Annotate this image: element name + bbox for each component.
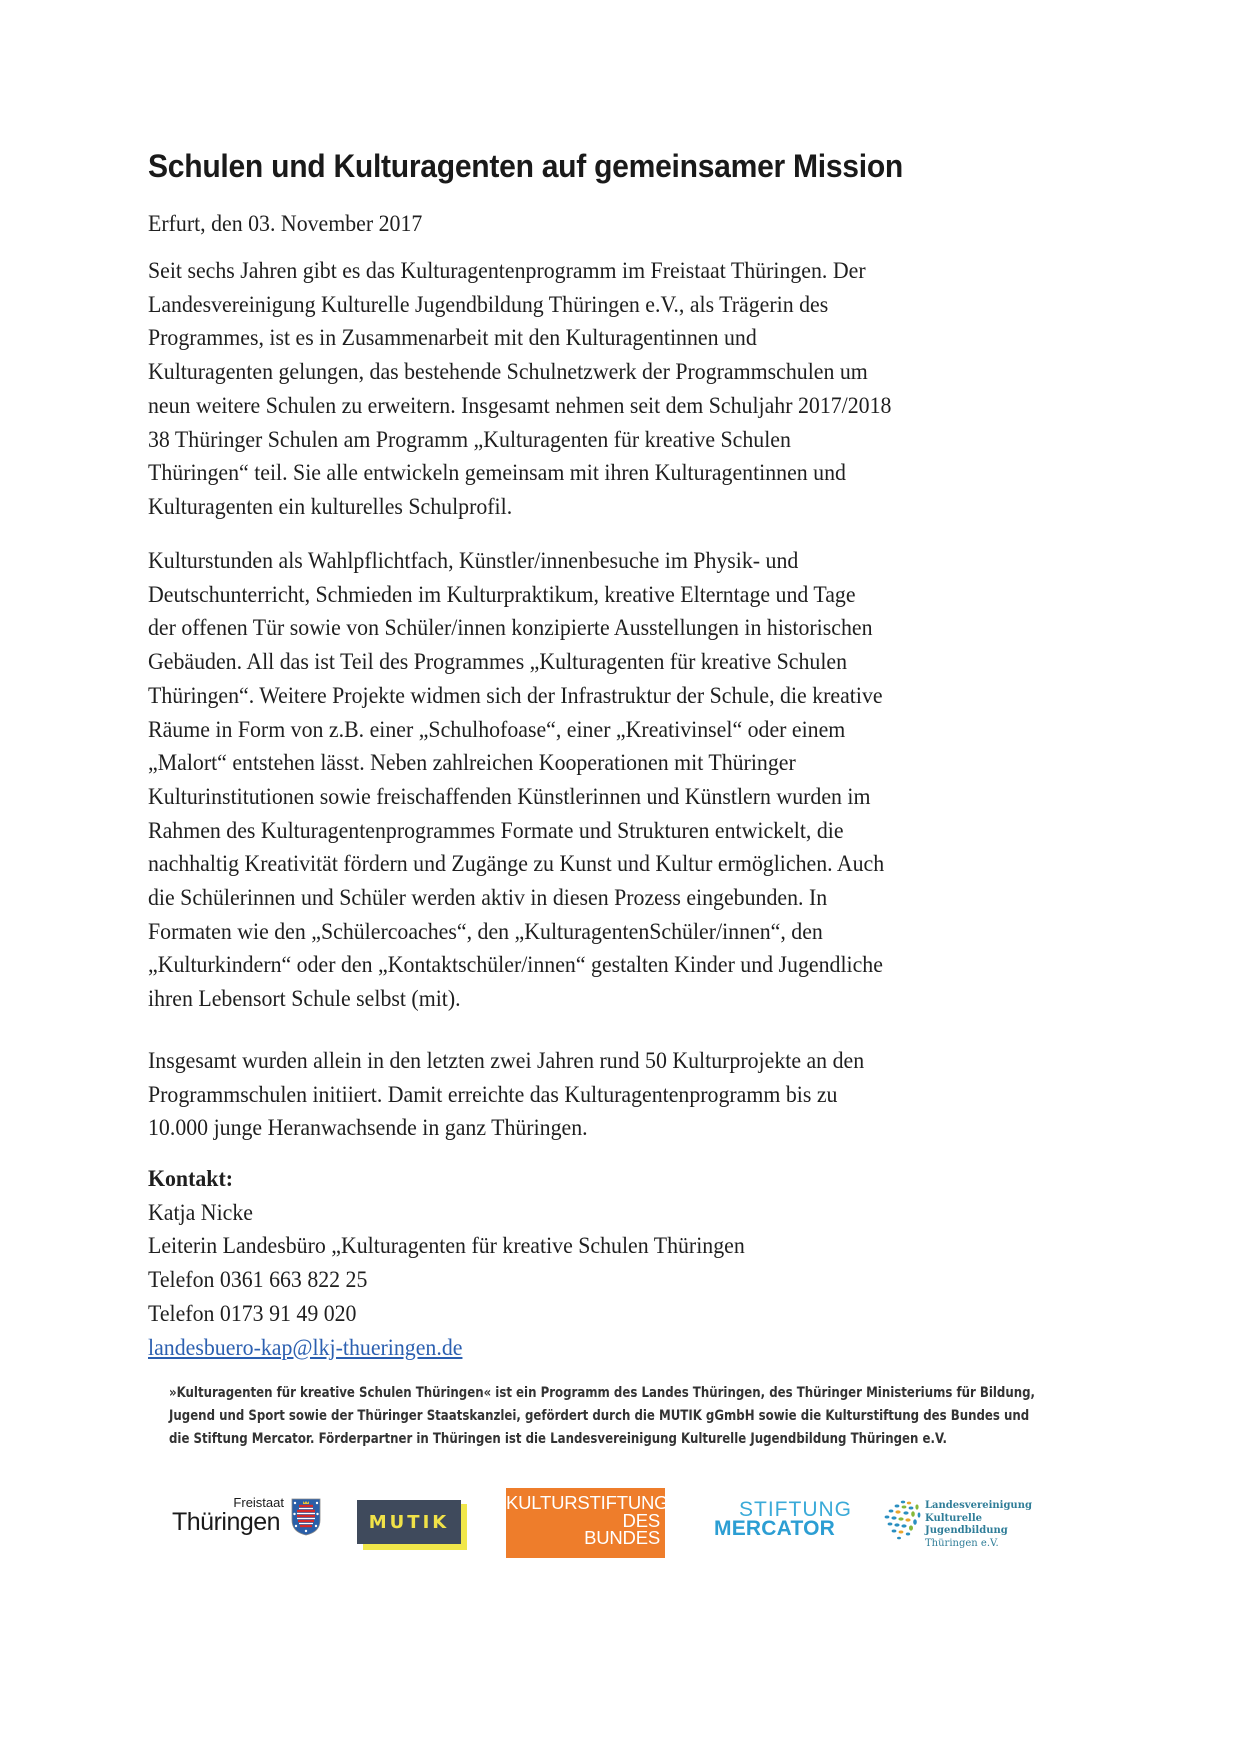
date-text: Erfurt, den 03. November 2017 xyxy=(148,211,423,237)
text-line: Gebäuden. All das ist Teil des Programmes „Kulturagenten für kreative Schulen xyxy=(148,649,848,676)
contact-name: Katja Nicke xyxy=(148,1199,253,1226)
logo-mercator-line1: STIFTUNG xyxy=(739,1498,852,1521)
logo-thueringen-big: Thüringen xyxy=(172,1508,281,1536)
contact-email-link[interactable]: landesbuero-kap@lkj-thueringen.de xyxy=(148,1334,463,1361)
paragraph-activities xyxy=(148,545,1108,1017)
logo-mutik xyxy=(357,1500,465,1548)
text-line: Programmschulen initiiert. Damit erreichte das Kulturagentenprogramm bis zu xyxy=(148,1081,838,1108)
text-line: ihren Lebensort Schule selbst (mit). xyxy=(148,986,461,1013)
text-line: Landesvereinigung Kulturelle Jugendbildung Thüringen e.V., als Trägerin des xyxy=(148,291,829,318)
logo-ksb-line: BUNDES xyxy=(584,1527,660,1548)
text-line: Programmes, ist es in Zusammenarbeit mit den Kulturagentinnen und xyxy=(148,325,757,352)
text-line: die Schülerinnen und Schüler werden aktiv in diesen Prozess eingebunden. In xyxy=(148,885,828,912)
contact-block xyxy=(148,1163,790,1365)
logo-mercator-line2: MERCATOR xyxy=(714,1517,835,1540)
text-line: Räume in Form von z.B. einer „Schulhofoase“, einer „Kreativinsel“ oder einem xyxy=(148,716,846,743)
text-line: 38 Thüringer Schulen am Programm „Kulturagenten für kreative Schulen xyxy=(148,426,791,453)
contact-role: Leiterin Landesbüro „Kulturagenten für kreative Schulen Thüringen xyxy=(148,1233,745,1260)
text-line: nachhaltig Kreativität fördern und Zugänge zu Kunst und Kultur ermöglichen. Auch xyxy=(148,851,885,878)
text-line: Kulturstunden als Wahlpflichtfach, Künstler/innenbesuche im Physik- und xyxy=(148,548,799,574)
logo-lkj-thueringen xyxy=(883,1498,1063,1549)
text-line: „Kulturkindern“ oder den „Kontaktschüler/innen“ gestalten Kinder und Jugendliche xyxy=(148,952,883,979)
logo-freistaat-thueringen xyxy=(170,1492,320,1542)
logo-thueringen-small: Freistaat xyxy=(233,1495,284,1510)
text-line: Formaten wie den „Schülercoaches“, den „KulturagentenSchüler/innen“, den xyxy=(148,918,823,945)
partner-logos xyxy=(0,1480,1240,1590)
text-line: Rahmen des Kulturagentenprogrammes Formate und Strukturen entwickelt, die xyxy=(148,817,844,844)
funding-note xyxy=(169,1382,1069,1451)
logo-kulturstiftung-des-bundes xyxy=(506,1488,669,1558)
funding-note-line: Jugend und Sport sowie der Thüringer Staatskanzlei, gefördert durch die MUTIK gGmbH sowie die Kulturstiftung des Bundes und xyxy=(169,1408,1030,1424)
logo-ksb-line: DES xyxy=(622,1509,660,1531)
text-line: Deutschunterricht, Schmieden im Kulturpraktikum, kreative Elterntage und Tage xyxy=(148,581,856,608)
funding-note-line: »Kulturagenten für kreative Schulen Thüringen« ist ein Programm des Landes Thüringen, des Thüringer Ministeriums für Bildung, xyxy=(169,1385,1036,1401)
coat-of-arms-icon xyxy=(291,1498,321,1536)
logo-mutik-label: MUTIK xyxy=(357,1500,461,1544)
contact-phone-2: Telefon 0173 91 49 020 xyxy=(148,1300,357,1327)
funding-note-line: die Stiftung Mercator. Förderpartner in Thüringen ist die Landesvereinigung Kulturelle Jugendbildung Thüringen e.V. xyxy=(169,1431,948,1447)
paragraph-summary xyxy=(148,1045,1108,1146)
text-line: „Malort“ entstehen lässt. Neben zahlreichen Kooperationen mit Thüringer xyxy=(148,750,796,777)
document-date xyxy=(148,208,443,242)
logo-lkj-line1: Landesvereinigung xyxy=(925,1500,1032,1511)
text-line: Kulturagenten ein kulturelles Schulprofil. xyxy=(148,493,513,520)
logo-ksb-line: KULTURSTIFTUNG xyxy=(506,1492,669,1513)
text-line: Thüringen“ teil. Sie alle entwickeln gemeinsam mit ihren Kulturagentinnen und xyxy=(148,460,846,487)
logo-stiftung-mercator xyxy=(714,1498,854,1544)
paragraph-intro xyxy=(148,255,1108,525)
text-line: Insgesamt wurden allein in den letzten zwei Jahren rund 50 Kulturprojekte an den xyxy=(148,1048,865,1074)
text-line: der offenen Tür sowie von Schüler/innen konzipierte Ausstellungen in historischen xyxy=(148,615,873,642)
document-title: Schulen und Kulturagenten auf gemeinsamer Mission xyxy=(148,148,904,184)
text-line: Seit sechs Jahren gibt es das Kulturagentenprogramm im Freistaat Thüringen. Der xyxy=(148,258,866,284)
lkj-mosaic-icon xyxy=(883,1498,923,1542)
contact-heading: Kontakt: xyxy=(148,1166,234,1192)
logo-lkj-line2: Kulturelle Jugendbildung xyxy=(925,1512,1008,1536)
logo-lkj-line3: Thüringen e.V. xyxy=(925,1537,999,1549)
contact-phone-1: Telefon 0361 663 822 25 xyxy=(148,1267,368,1294)
text-line: Kulturinstitutionen sowie freischaffenden Künstlerinnen und Künstlern wurden im xyxy=(148,783,871,810)
text-line: 10.000 junge Heranwachsende in ganz Thüringen. xyxy=(148,1115,588,1142)
text-line: Kulturagenten gelungen, das bestehende Schulnetzwerk der Programmschulen um xyxy=(148,359,868,386)
text-line: Thüringen“. Weitere Projekte widmen sich der Infrastruktur der Schule, die kreative xyxy=(148,682,883,709)
logo-lkj-text xyxy=(925,1500,1063,1550)
text-line: neun weitere Schulen zu erweitern. Insgesamt nehmen seit dem Schuljahr 2017/2018 xyxy=(148,392,892,419)
